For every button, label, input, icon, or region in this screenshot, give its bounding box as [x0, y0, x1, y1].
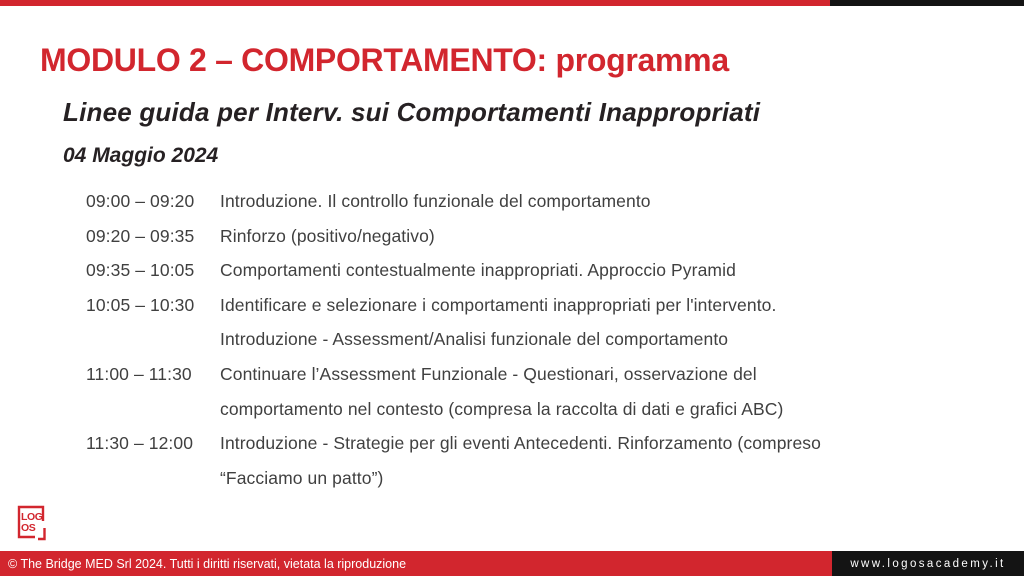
footer-bar	[0, 551, 1024, 576]
page-title: MODULO 2 – COMPORTAMENTO: programma	[40, 42, 729, 78]
description-line: Comportamenti contestualmente inappropriati. Approccio Pyramid	[220, 260, 736, 281]
description-cell	[220, 184, 986, 219]
description-line: Introduzione - Strategie per gli eventi Antecedenti. Rinforzamento (compreso	[220, 433, 821, 454]
top-accent-bar	[0, 0, 1024, 6]
description-line: “Facciamo un patto”)	[220, 467, 384, 488]
schedule-row	[86, 219, 986, 254]
description-line: Introduzione - Assessment/Analisi funzionale del comportamento	[220, 329, 729, 350]
top-bar-black-segment	[830, 0, 1024, 6]
slide-date: 04 Maggio 2024	[63, 144, 219, 167]
schedule-table	[86, 184, 986, 495]
description-cell	[220, 288, 986, 357]
schedule-row	[86, 184, 986, 219]
schedule-row	[86, 357, 986, 426]
logo-text-line2: OS	[21, 522, 36, 534]
time-cell: 09:20 – 09:35	[86, 225, 195, 246]
slide-subtitle: Linee guida per Interv. sui Comportamenti Inappropriati	[63, 97, 761, 127]
footer-copyright: © The Bridge MED Srl 2024. Tutti i diritti riservati, vietata la riproduzione	[0, 551, 832, 576]
description-line: comportamento nel contesto (compresa la raccolta di dati e grafici ABC)	[220, 398, 784, 419]
schedule-row	[86, 288, 986, 357]
schedule-row	[86, 426, 986, 495]
footer-website: www.logosacademy.it	[832, 551, 1024, 576]
description-line: Identificare e selezionare i comportamenti inappropriati per l'intervento.	[220, 294, 777, 315]
time-cell: 11:00 – 11:30	[86, 363, 192, 384]
description-cell	[220, 219, 986, 254]
description-cell	[220, 253, 986, 288]
time-cell: 09:00 – 09:20	[86, 191, 195, 211]
logos-logo-icon	[16, 504, 46, 541]
schedule-row	[86, 253, 986, 288]
description-line: Rinforzo (positivo/negativo)	[220, 225, 435, 246]
time-cell: 09:35 – 10:05	[86, 260, 195, 281]
top-bar-red-segment	[0, 0, 830, 6]
time-cell: 10:05 – 10:30	[86, 294, 195, 315]
logo-text-line1: LOG	[21, 511, 43, 523]
description-cell	[220, 426, 986, 495]
description-line: Continuare l’Assessment Funzionale - Questionari, osservazione del	[220, 363, 757, 384]
description-line: Introduzione. Il controllo funzionale del comportamento	[220, 191, 651, 211]
description-cell	[220, 357, 986, 426]
time-cell: 11:30 – 12:00	[86, 433, 194, 454]
